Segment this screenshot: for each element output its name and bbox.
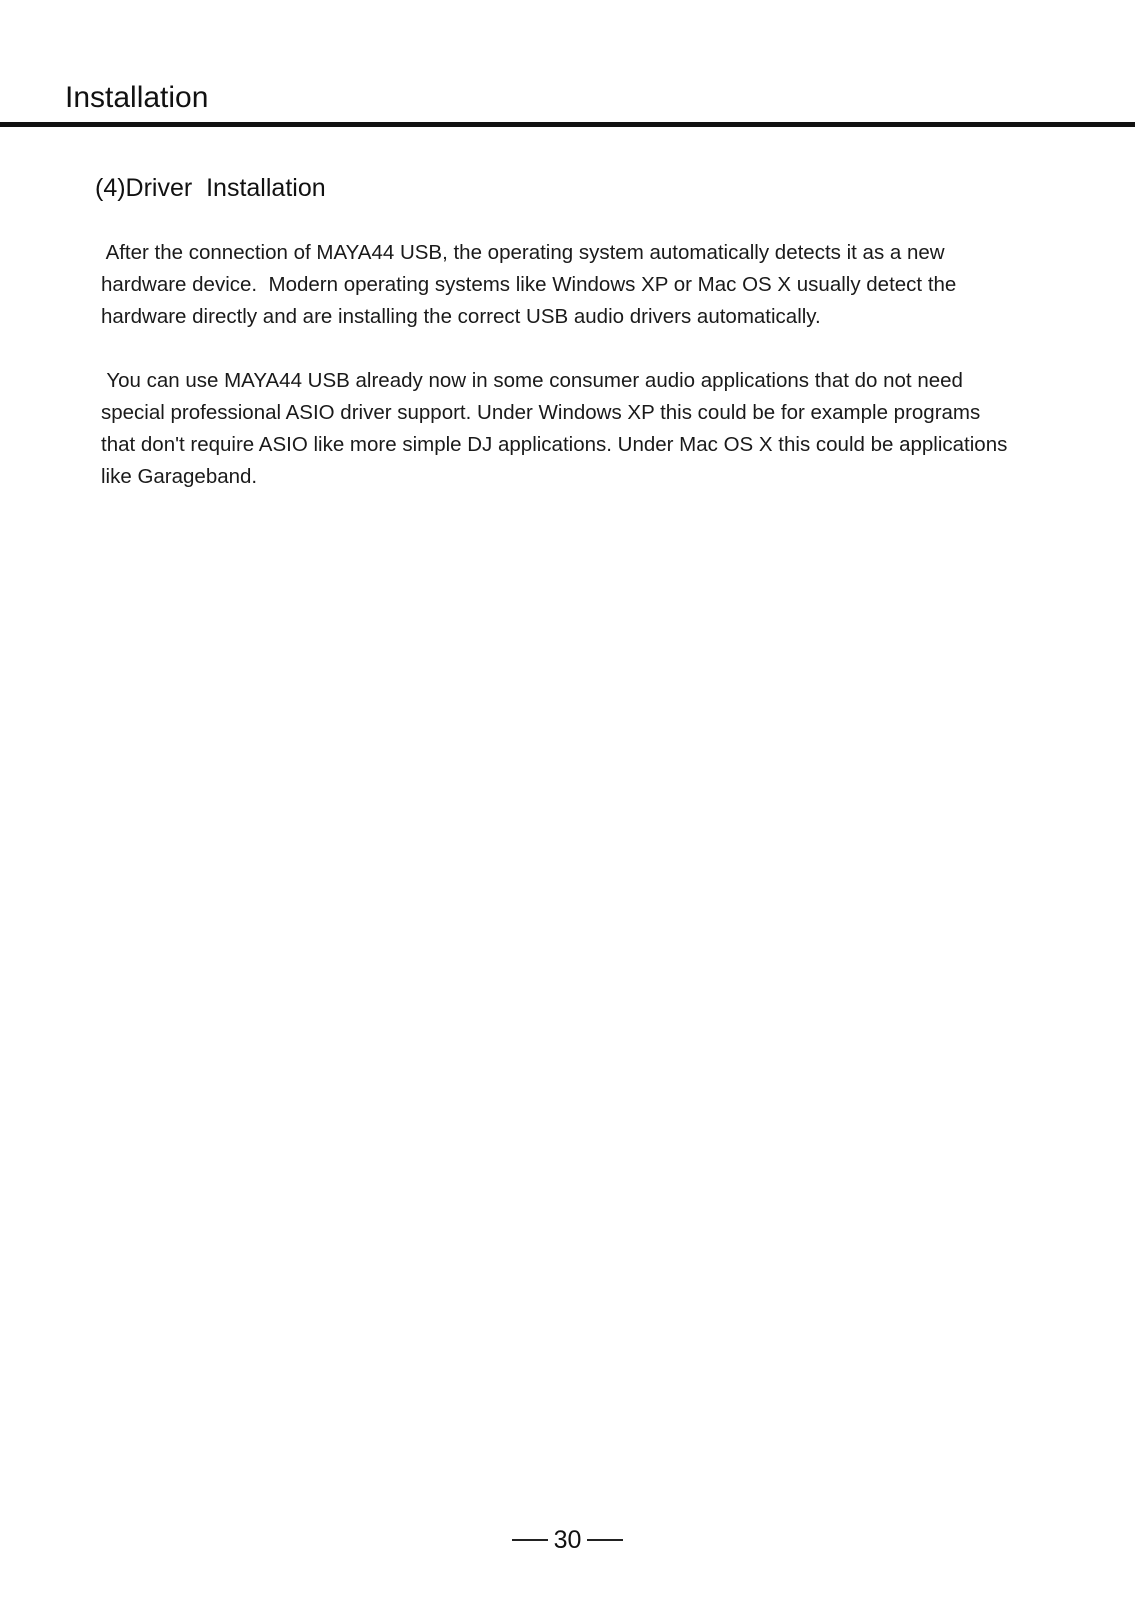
header-divider [0,122,1135,127]
paragraph-driver-detection [101,237,1101,333]
paragraph-line: hardware device. Modern operating systems like Windows XP or Mac OS X usually detect the [101,273,957,296]
footer-dash-left [512,1539,548,1541]
section-heading: (4)Driver Installation [95,174,326,202]
paragraph-line: that don't require ASIO like more simple DJ applications. Under Mac OS X this could be applications [101,433,1008,456]
page-number: 30 [553,1526,582,1554]
paragraph-line: After the connection of MAYA44 USB, the operating system automatically detects it as a new [101,241,945,264]
page-footer [0,1525,1135,1555]
footer-dash-right [587,1539,623,1541]
paragraph-line: hardware directly and are installing the correct USB audio drivers automatically. [101,305,821,328]
paragraph-line: You can use MAYA44 USB already now in some consumer audio applications that do not need [101,369,963,392]
page-header-title: Installation [65,81,209,114]
paragraph-line: like Garageband. [101,465,258,488]
paragraph-consumer-apps [101,365,1101,493]
paragraph-line: special professional ASIO driver support. Under Windows XP this could be for example programs [101,401,981,424]
